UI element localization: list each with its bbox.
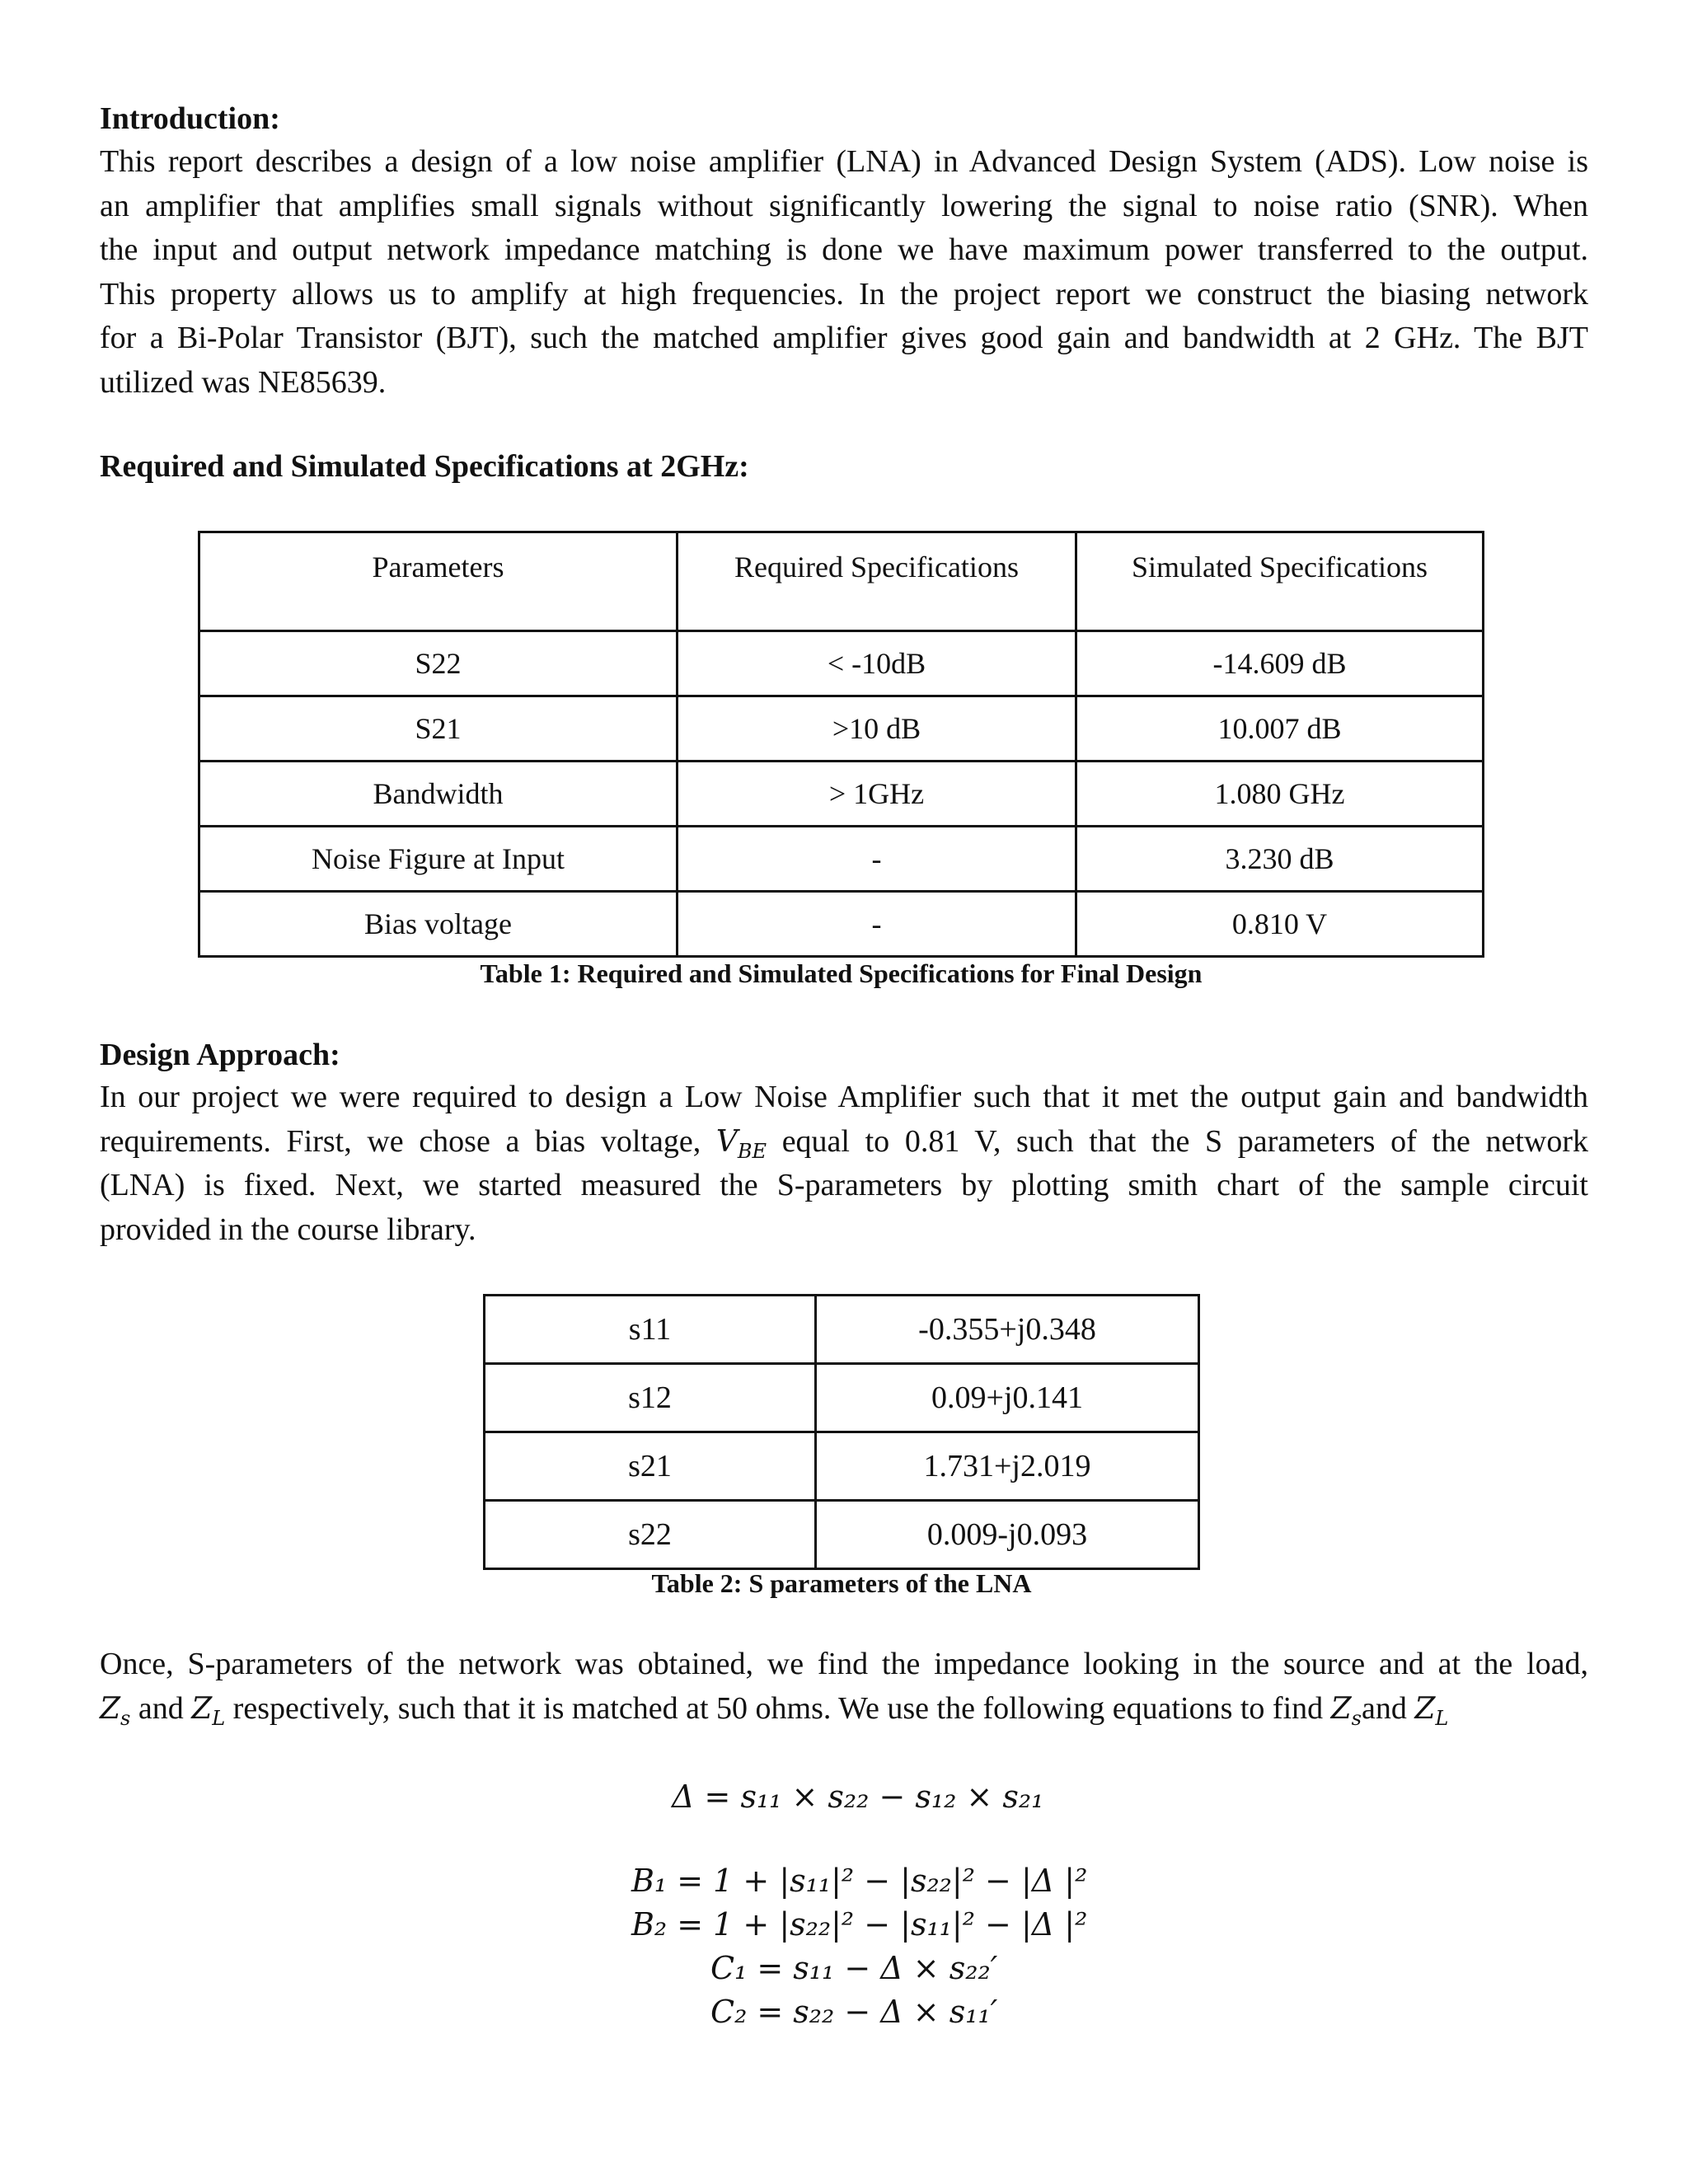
design-text: equal to 0.81 V, such that the S parameters of the network [781, 1123, 1588, 1159]
table-cell: - [678, 827, 1076, 892]
equation-c1: C₁ = s₁₁ − Δ × s₂₂′ [710, 1950, 998, 1986]
intro-line: an amplifier that amplifies small signals without significantly lowering the signal to noise ratio (SNR). When [100, 188, 1588, 223]
table-row [485, 1364, 1199, 1432]
table-cell: >10 dB [678, 696, 1076, 762]
sparams-table [483, 1294, 1200, 1570]
intro-line: utilized was NE85639. [100, 364, 387, 400]
design-heading: Design Approach: [100, 1038, 340, 1072]
table-cell: s11 [485, 1296, 816, 1364]
intro-line: This property allows us to amplify at high frequencies. In the project report we construct the biasing network [100, 276, 1588, 312]
table2-caption: Table 2: S parameters of the LNA [651, 1568, 1032, 1598]
impedance-line: Once, S-parameters of the network was obtained, we find the impedance looking in the source and at the load, [100, 1647, 1588, 1681]
design-paragraph [100, 1076, 1588, 1252]
design-text: requirements. First, we chose a bias voltage, [100, 1123, 701, 1159]
table-row [485, 1501, 1199, 1569]
impedance-paragraph [100, 1643, 1588, 1731]
table-cell: Bandwidth [199, 762, 678, 827]
table-row [485, 1296, 1199, 1364]
table-cell: Bias voltage [199, 892, 678, 957]
table-cell: - [678, 892, 1076, 957]
table-cell: Noise Figure at Input [199, 827, 678, 892]
equation-b2: B₂ = 1 + |s₂₂|² − |s₁₁|² − |Δ |² [631, 1906, 1088, 1943]
table-row [485, 1432, 1199, 1501]
intro-line: for a Bi-Polar Transistor (BJT), such the matched amplifier gives good gain and bandwidth at 2 GHz. The BJT [100, 321, 1588, 355]
table-cell: -0.355+j0.348 [816, 1296, 1199, 1364]
table-cell: 0.009-j0.093 [816, 1501, 1199, 1569]
specs-table [198, 531, 1484, 958]
table-cell: s22 [485, 1501, 816, 1569]
table-cell: -14.609 dB [1076, 631, 1484, 696]
vbe-symbol: $V_{BE}$ [715, 1124, 767, 1163]
column-header: Required Specifications [678, 532, 1076, 631]
table-cell: 10.007 dB [1076, 696, 1484, 762]
table1-caption: Table 1: Required and Simulated Specifications for Final Design [480, 958, 1203, 988]
table-cell: 1.731+j2.019 [816, 1432, 1199, 1501]
table-cell: 1.080 GHz [1076, 762, 1484, 827]
table-row [199, 827, 1484, 892]
impedance-line: $Z_s$ and $Z_L$ respectively, such that it is matched at 50 ohms. We use the following equations to find $Z_sand$ $Z_L$ [100, 1690, 1449, 1730]
table-cell: 0.810 V [1076, 892, 1484, 957]
table-cell: S22 [199, 631, 678, 696]
zs-symbol: $Z_s$ [100, 1691, 131, 1730]
column-header: Simulated Specifications [1076, 532, 1484, 631]
table-header-row [199, 532, 1484, 631]
design-line: provided in the course library. [100, 1212, 476, 1247]
equation-delta: Δ = s₁₁ × s₂₂ − s₁₂ × s₂₁ [672, 1779, 1044, 1815]
intro-paragraph [100, 140, 1588, 405]
equation-b1: B₁ = 1 + |s₁₁|² − |s₂₂|² − |Δ |² [631, 1863, 1088, 1899]
table-cell: 3.230 dB [1076, 827, 1484, 892]
table-cell: s12 [485, 1364, 816, 1432]
table-row [199, 696, 1484, 762]
intro-heading: Introduction: [100, 101, 280, 136]
design-line: (LNA) is fixed. Next, we started measured the S-parameters by plotting smith chart of the sample circuit [100, 1168, 1588, 1202]
design-line: In our project we were required to design a Low Noise Amplifier such that it met the output gain and bandwidth [100, 1080, 1588, 1114]
table-cell: < -10dB [678, 631, 1076, 696]
table-cell: 0.09+j0.141 [816, 1364, 1199, 1432]
table-cell: S21 [199, 696, 678, 762]
zl-symbol: $Z_L$ [1414, 1691, 1449, 1730]
design-line [100, 1120, 1588, 1165]
intro-line: the input and output network impedance matching is done we have maximum power transferred to the output. [100, 232, 1588, 267]
table-row [199, 762, 1484, 827]
table-row [199, 631, 1484, 696]
table-row [199, 892, 1484, 957]
table-cell: s21 [485, 1432, 816, 1501]
table-cell: > 1GHz [678, 762, 1076, 827]
column-header: Parameters [199, 532, 678, 631]
zl-symbol: $Z_L$ [191, 1691, 226, 1730]
equation-c2: C₂ = s₂₂ − Δ × s₁₁′ [710, 1994, 998, 2030]
intro-line: This report describes a design of a low noise amplifier (LNA) in Advanced Design System (ADS). Low noise is [100, 144, 1588, 179]
specs-heading: Required and Simulated Specifications at 2GHz: [100, 449, 749, 484]
zs-symbol: $Z_s$ [1330, 1691, 1362, 1730]
